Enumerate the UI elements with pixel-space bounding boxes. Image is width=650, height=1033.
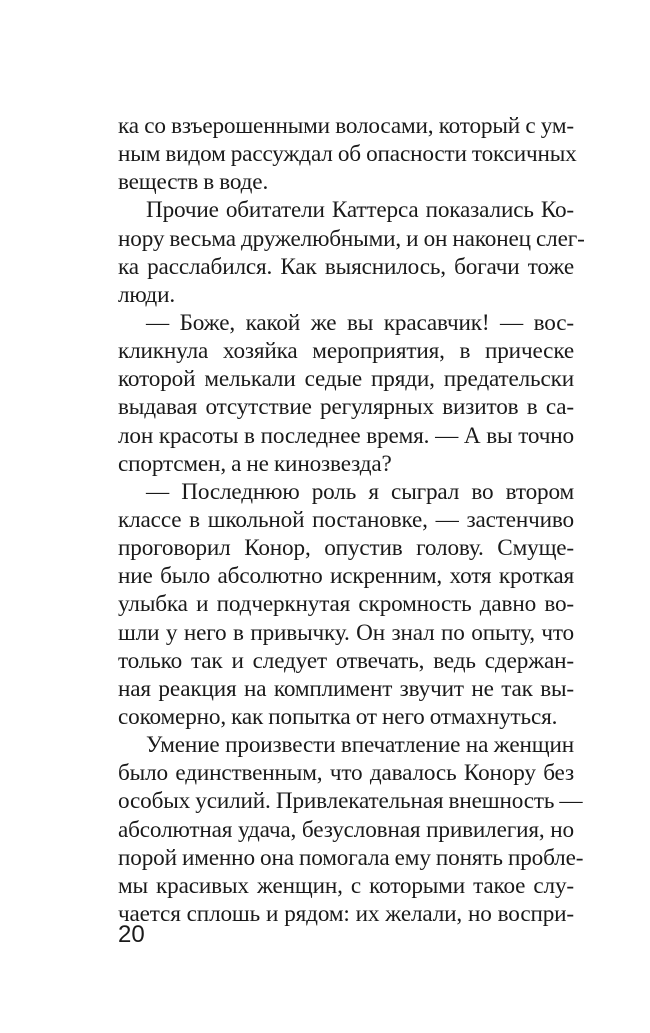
text-line: люди. [118,281,175,308]
text-line: — Последнюю роль я сыграл во втором [146,478,574,505]
text-line: которой мелькали седые пряди, предательски [118,366,574,393]
text-line: классе в школьной постановке, — застенчиво [118,506,574,533]
text-line: ная реакция на комплимент звучит не так вы- [118,675,574,702]
text-line: ка со взъерошенными волосами, который с ум- [118,113,574,139]
text-line: чается сплошь и рядом: их желали, но воспри- [118,900,574,927]
text-line: было единственным, что давалось Конору без [118,760,574,787]
text-line: особых усилий. Привлекательная внешность — [118,788,583,815]
text-line: ным видом рассуждал об опасности токсичных [118,141,577,168]
text-line: только так и следует отвечать, ведь сдержан- [118,647,574,674]
text-line: абсолютная удача, безусловная привилегия, но [118,816,574,843]
text-line: Прочие обитатели Каттерса показались Ко- [146,197,574,224]
text-line: спортсмен, а не кинозвезда? [118,450,392,477]
text-line: сокомерно, как попытка от него отмахнуться. [118,703,558,730]
text-line: нору весьма дружелюбными, и он наконец слег- [118,225,585,252]
text-line: улыбка и подчеркнутая скромность давно во- [118,591,574,618]
text-line: выдавая отсутствие регулярных визитов в са- [118,394,574,421]
text-line: — Боже, какой же вы красавчик! — вос- [146,309,574,336]
text-line: лон красоты в последнее время. — А вы точно [118,422,574,449]
text-line: шли у него в привычку. Он знал по опыту, что [118,619,574,646]
text-line: ка расслабился. Как выяснилось, богачи тоже [118,253,574,280]
text-line: кликнула хозяйка мероприятия, в прическе [118,338,574,365]
text-line: Умение произвести впечатление на женщин [146,732,574,759]
text-line: веществ в воде. [118,169,269,196]
page-number: 20 [118,921,145,948]
text-line: проговорил Конор, опустив голову. Смуще- [118,535,574,562]
text-line: порой именно она помогала ему понять пробле- [118,844,584,871]
text-line: ние было абсолютно искренним, хотя кроткая [118,563,574,590]
body-text [118,112,585,928]
text-line: мы красивых женщин, с которыми такое слу- [118,872,574,899]
